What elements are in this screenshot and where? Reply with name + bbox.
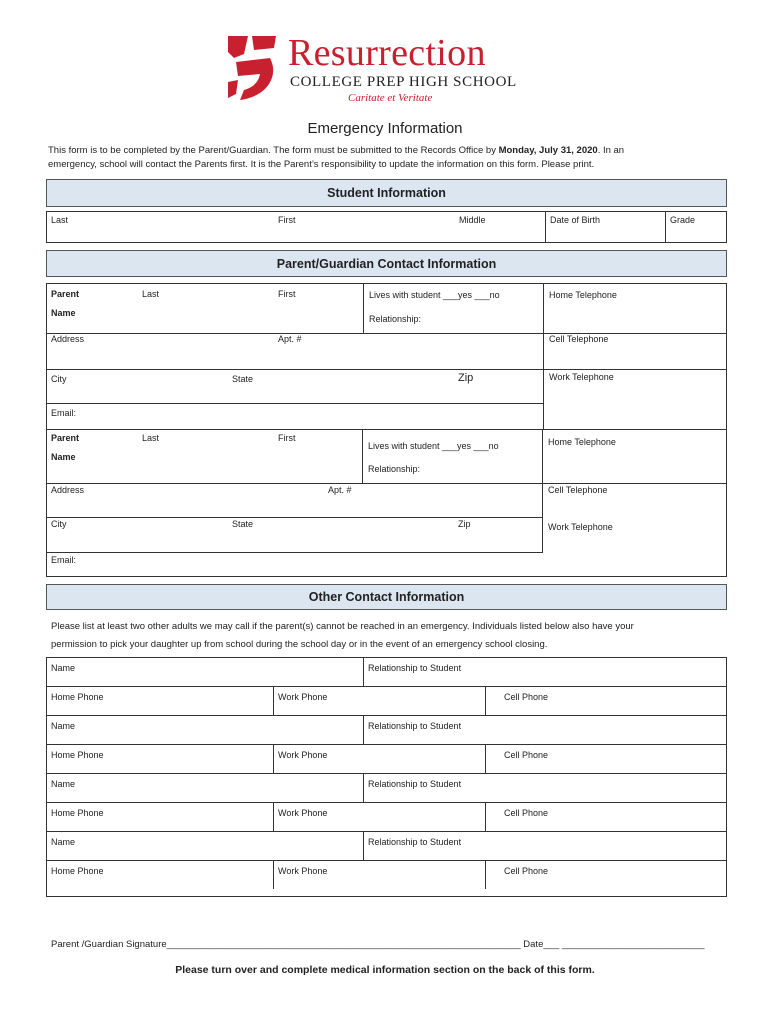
p2-cell-tel-label: Cell Telephone <box>548 485 608 495</box>
p1-zip-label: Zip <box>458 372 474 384</box>
contact-col-divider <box>363 831 364 860</box>
student-middle-label: Middle <box>459 215 486 225</box>
other-contact-heading: Other Contact Information <box>308 590 465 604</box>
footer-note: Please turn over and complete medical information section on the back of this form. <box>175 964 595 976</box>
p2-last-label: Last <box>142 433 160 443</box>
contact-col-divider <box>485 686 486 715</box>
contact-row-divider <box>46 686 727 687</box>
p1-state-label: State <box>232 374 254 384</box>
p2-state-label: State <box>232 519 254 529</box>
p1-name-label: Name <box>51 308 76 318</box>
contact-col-divider <box>485 860 486 889</box>
p1-city-label: City <box>51 374 67 384</box>
contact-work-phone-label: Work Phone <box>278 750 328 760</box>
p1-first-label: First <box>278 289 296 299</box>
contact-row-divider <box>46 744 727 745</box>
p2-address-label: Address <box>51 485 85 495</box>
p1-parent-label: Parent <box>51 289 80 299</box>
contact-col-divider <box>363 773 364 802</box>
intro-line2: emergency, school will contact the Parents first. It is the Parent’s responsibility to update the information on this form. Please print. <box>48 159 595 170</box>
contact-name-label: Name <box>51 721 76 731</box>
contact-home-phone-label: Home Phone <box>51 750 104 760</box>
contact-home-phone-label: Home Phone <box>51 808 104 818</box>
page-title: Emergency Information <box>307 120 463 137</box>
contact-col-divider <box>273 744 274 773</box>
contact-name-label: Name <box>51 779 76 789</box>
p1-lives-with-label[interactable]: Lives with student ___yes ___no <box>369 290 500 300</box>
student-grade-label: Grade <box>670 215 696 225</box>
contact-col-divider <box>363 657 364 686</box>
contact-col-divider <box>273 686 274 715</box>
contact-work-phone-label: Work Phone <box>278 866 328 876</box>
school-subtitle: COLLEGE PREP HIGH SCHOOL <box>290 74 517 90</box>
contact-row-divider <box>46 860 727 861</box>
p1-email-label: Email: <box>51 408 77 418</box>
contact-col-divider <box>485 802 486 831</box>
contact-cell-phone-label: Cell Phone <box>504 808 549 818</box>
p1-home-tel-label: Home Telephone <box>549 290 617 300</box>
contact-col-divider <box>363 715 364 744</box>
contact-home-phone-label: Home Phone <box>51 692 104 702</box>
contact-divider <box>46 831 727 832</box>
p1-last-label: Last <box>142 289 160 299</box>
contact-cell-phone-label: Cell Phone <box>504 750 549 760</box>
student-info-heading: Student Information <box>327 186 446 200</box>
contact-cell-phone-label: Cell Phone <box>504 866 549 876</box>
p1-apt-label: Apt. # <box>278 334 302 344</box>
other-contacts-table <box>46 657 727 897</box>
p2-relationship-label: Relationship: <box>368 464 421 474</box>
contact-relationship-label: Relationship to Student <box>368 779 462 789</box>
contact-divider <box>46 773 727 774</box>
school-motto: Caritate et Veritate <box>348 92 433 104</box>
contact-relationship-label: Relationship to Student <box>368 663 462 673</box>
school-logo <box>226 34 536 106</box>
student-last-label: Last <box>51 215 69 225</box>
contact-name-label: Name <box>51 837 76 847</box>
other-contact-text2: permission to pick your daughter up from school during the school day or in the event of an emergency school closing. <box>51 639 548 650</box>
contact-row-divider <box>46 802 727 803</box>
p2-name-label: Name <box>51 452 76 462</box>
p1-address-label: Address <box>51 334 85 344</box>
p1-work-tel-label: Work Telephone <box>549 372 614 382</box>
other-contact-header <box>46 584 727 610</box>
p2-email-label: Email: <box>51 555 77 565</box>
student-dob-label: Date of Birth <box>550 215 601 225</box>
p1-cell-tel-label: Cell Telephone <box>549 334 609 344</box>
p2-lives-with-label[interactable]: Lives with student ___yes ___no <box>368 441 499 451</box>
other-contact-text1: Please list at least two other adults we may call if the parent(s) cannot be reached in an emergency. Individuals listed below also have your <box>51 621 634 632</box>
intro-deadline: Monday, July 31, 2020 <box>498 145 598 156</box>
contact-relationship-label: Relationship to Student <box>368 721 462 731</box>
contact-col-divider <box>273 860 274 889</box>
contact-divider <box>46 715 727 716</box>
p2-zip-label: Zip <box>458 519 471 529</box>
contact-col-divider <box>485 744 486 773</box>
p2-city-label: City <box>51 519 67 529</box>
signature-line[interactable]: Parent /Guardian Signature___________________________________________________________________ Date___ ___________________________ <box>51 939 705 950</box>
parent-info-heading: Parent/Guardian Contact Information <box>276 257 497 271</box>
student-info-header <box>46 179 727 207</box>
contact-cell-phone-label: Cell Phone <box>504 692 549 702</box>
contact-relationship-label: Relationship to Student <box>368 837 462 847</box>
parent-info-header <box>46 250 727 277</box>
student-first-label: First <box>278 215 296 225</box>
contact-work-phone-label: Work Phone <box>278 692 328 702</box>
p2-home-tel-label: Home Telephone <box>548 437 616 447</box>
intro-text <box>48 145 624 156</box>
contact-name-label: Name <box>51 663 76 673</box>
intro-part1: This form is to be completed by the Parent/Guardian. The form must be submitted to the Records Office by <box>48 145 499 156</box>
contact-work-phone-label: Work Phone <box>278 808 328 818</box>
p2-first-label: First <box>278 433 296 443</box>
school-crest-icon <box>226 34 278 104</box>
p2-work-tel-label: Work Telephone <box>548 522 613 532</box>
parent-info-table <box>46 283 727 577</box>
student-info-row[interactable] <box>46 211 727 243</box>
intro-part2: . In an <box>597 145 625 156</box>
p1-relationship-label: Relationship: <box>369 314 422 324</box>
contact-home-phone-label: Home Phone <box>51 866 104 876</box>
school-name: Resurrection <box>288 32 486 74</box>
p2-apt-label: Apt. # <box>328 485 352 495</box>
p2-parent-label: Parent <box>51 433 80 443</box>
contact-col-divider <box>273 802 274 831</box>
